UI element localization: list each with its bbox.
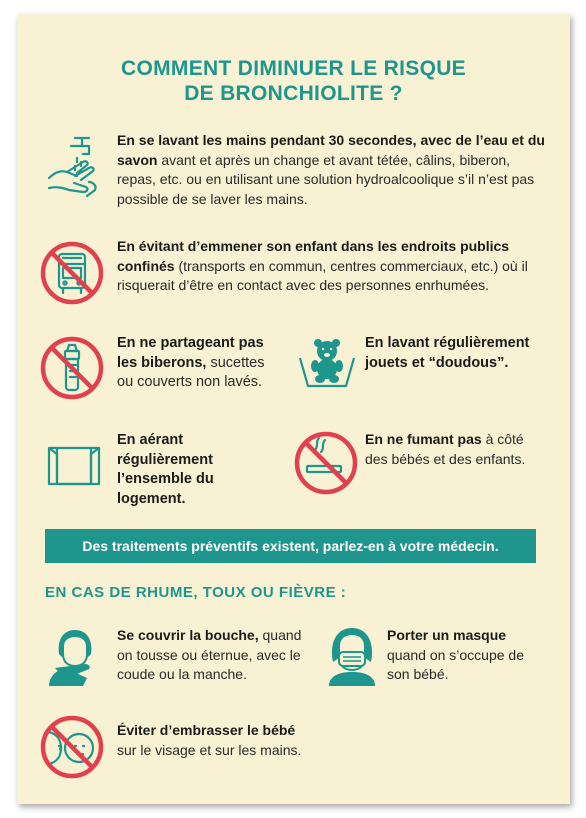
tip-air-home-bold: En aérant régulièrement l’ensemble du logement. [117,432,214,507]
tip-no-bottle-sharing [117,334,277,393]
tip-no-bottle-sharing-bold: En ne partageant pas les biberons, [117,335,264,371]
page-title [17,56,570,106]
tip-no-smoking-text: à côté des bébés et des enfants. [365,431,526,467]
tip-hand-washing-text: avant et après un change et avant tétée, câlins, biberon, repas, etc. ou en utilisant une solution hydroalcoolique s’il n’est pas possible de se laver les mains. [117,151,535,207]
hand-washing-icon [45,132,107,200]
preventive-treatments-banner: Des traitements préventifs existent, parlez-en à votre médecin. [45,529,536,563]
no-bottle-sharing-icon [39,335,105,401]
cold-section-heading: EN CAS DE RHUME, TOUX OU FIÈVRE : [45,584,347,601]
poster [17,14,570,804]
window-icon [45,444,103,488]
tip-air-home [117,431,237,509]
tip-wash-toys [365,334,550,373]
tip-no-bottle-sharing-text: sucettes ou couverts non lavés. [117,354,265,390]
title-line-2: DE BRONCHIOLITE ? [184,82,403,105]
tip-cover-mouth-bold: Se couvrir la bouche, [117,627,259,643]
face-mask-icon [325,622,379,688]
no-bus-icon [39,240,105,306]
tip-hand-washing-bold: En se lavant les mains pendant 30 secondes, avec de l’eau et du savon [117,132,545,168]
tip-avoid-public-places-text: (transports en commun, centres commerciaux, etc.) où il risquerait d’être en contact avec des personnes enrhumées. [117,257,528,293]
cough-elbow-icon [45,624,101,688]
tip-avoid-public-places-bold: En évitant d’emmener son enfant dans les endroits publics confinés [117,238,510,274]
no-kiss-icon [39,714,105,780]
tip-no-smoking [365,430,550,469]
tip-no-smoking-bold: En ne fumant pas [365,431,482,447]
tip-avoid-kissing-text: sur le visage et sur les mains. [117,741,302,758]
tip-avoid-kissing-bold: Éviter d’embrasser le bébé [117,722,296,738]
tip-wear-mask-text: quand on s’occupe de son bébé. [387,646,524,682]
tip-cover-mouth-text: quand on tousse ou éternue, avec le coude ou la manche. [117,627,302,682]
tip-avoid-kissing [117,721,317,760]
no-smoking-icon [293,430,359,496]
tip-wear-mask-bold: Porter un masque [387,627,507,643]
tip-avoid-public-places [117,237,537,296]
tip-hand-washing [117,131,547,209]
title-line-1: COMMENT DIMINUER LE RISQUE [121,57,466,80]
tip-wash-toys-bold: En lavant régulièrement jouets et “doudous”. [365,335,530,371]
tip-wear-mask [387,626,547,685]
teddy-washing-icon [297,336,357,388]
tip-cover-mouth [117,626,317,685]
